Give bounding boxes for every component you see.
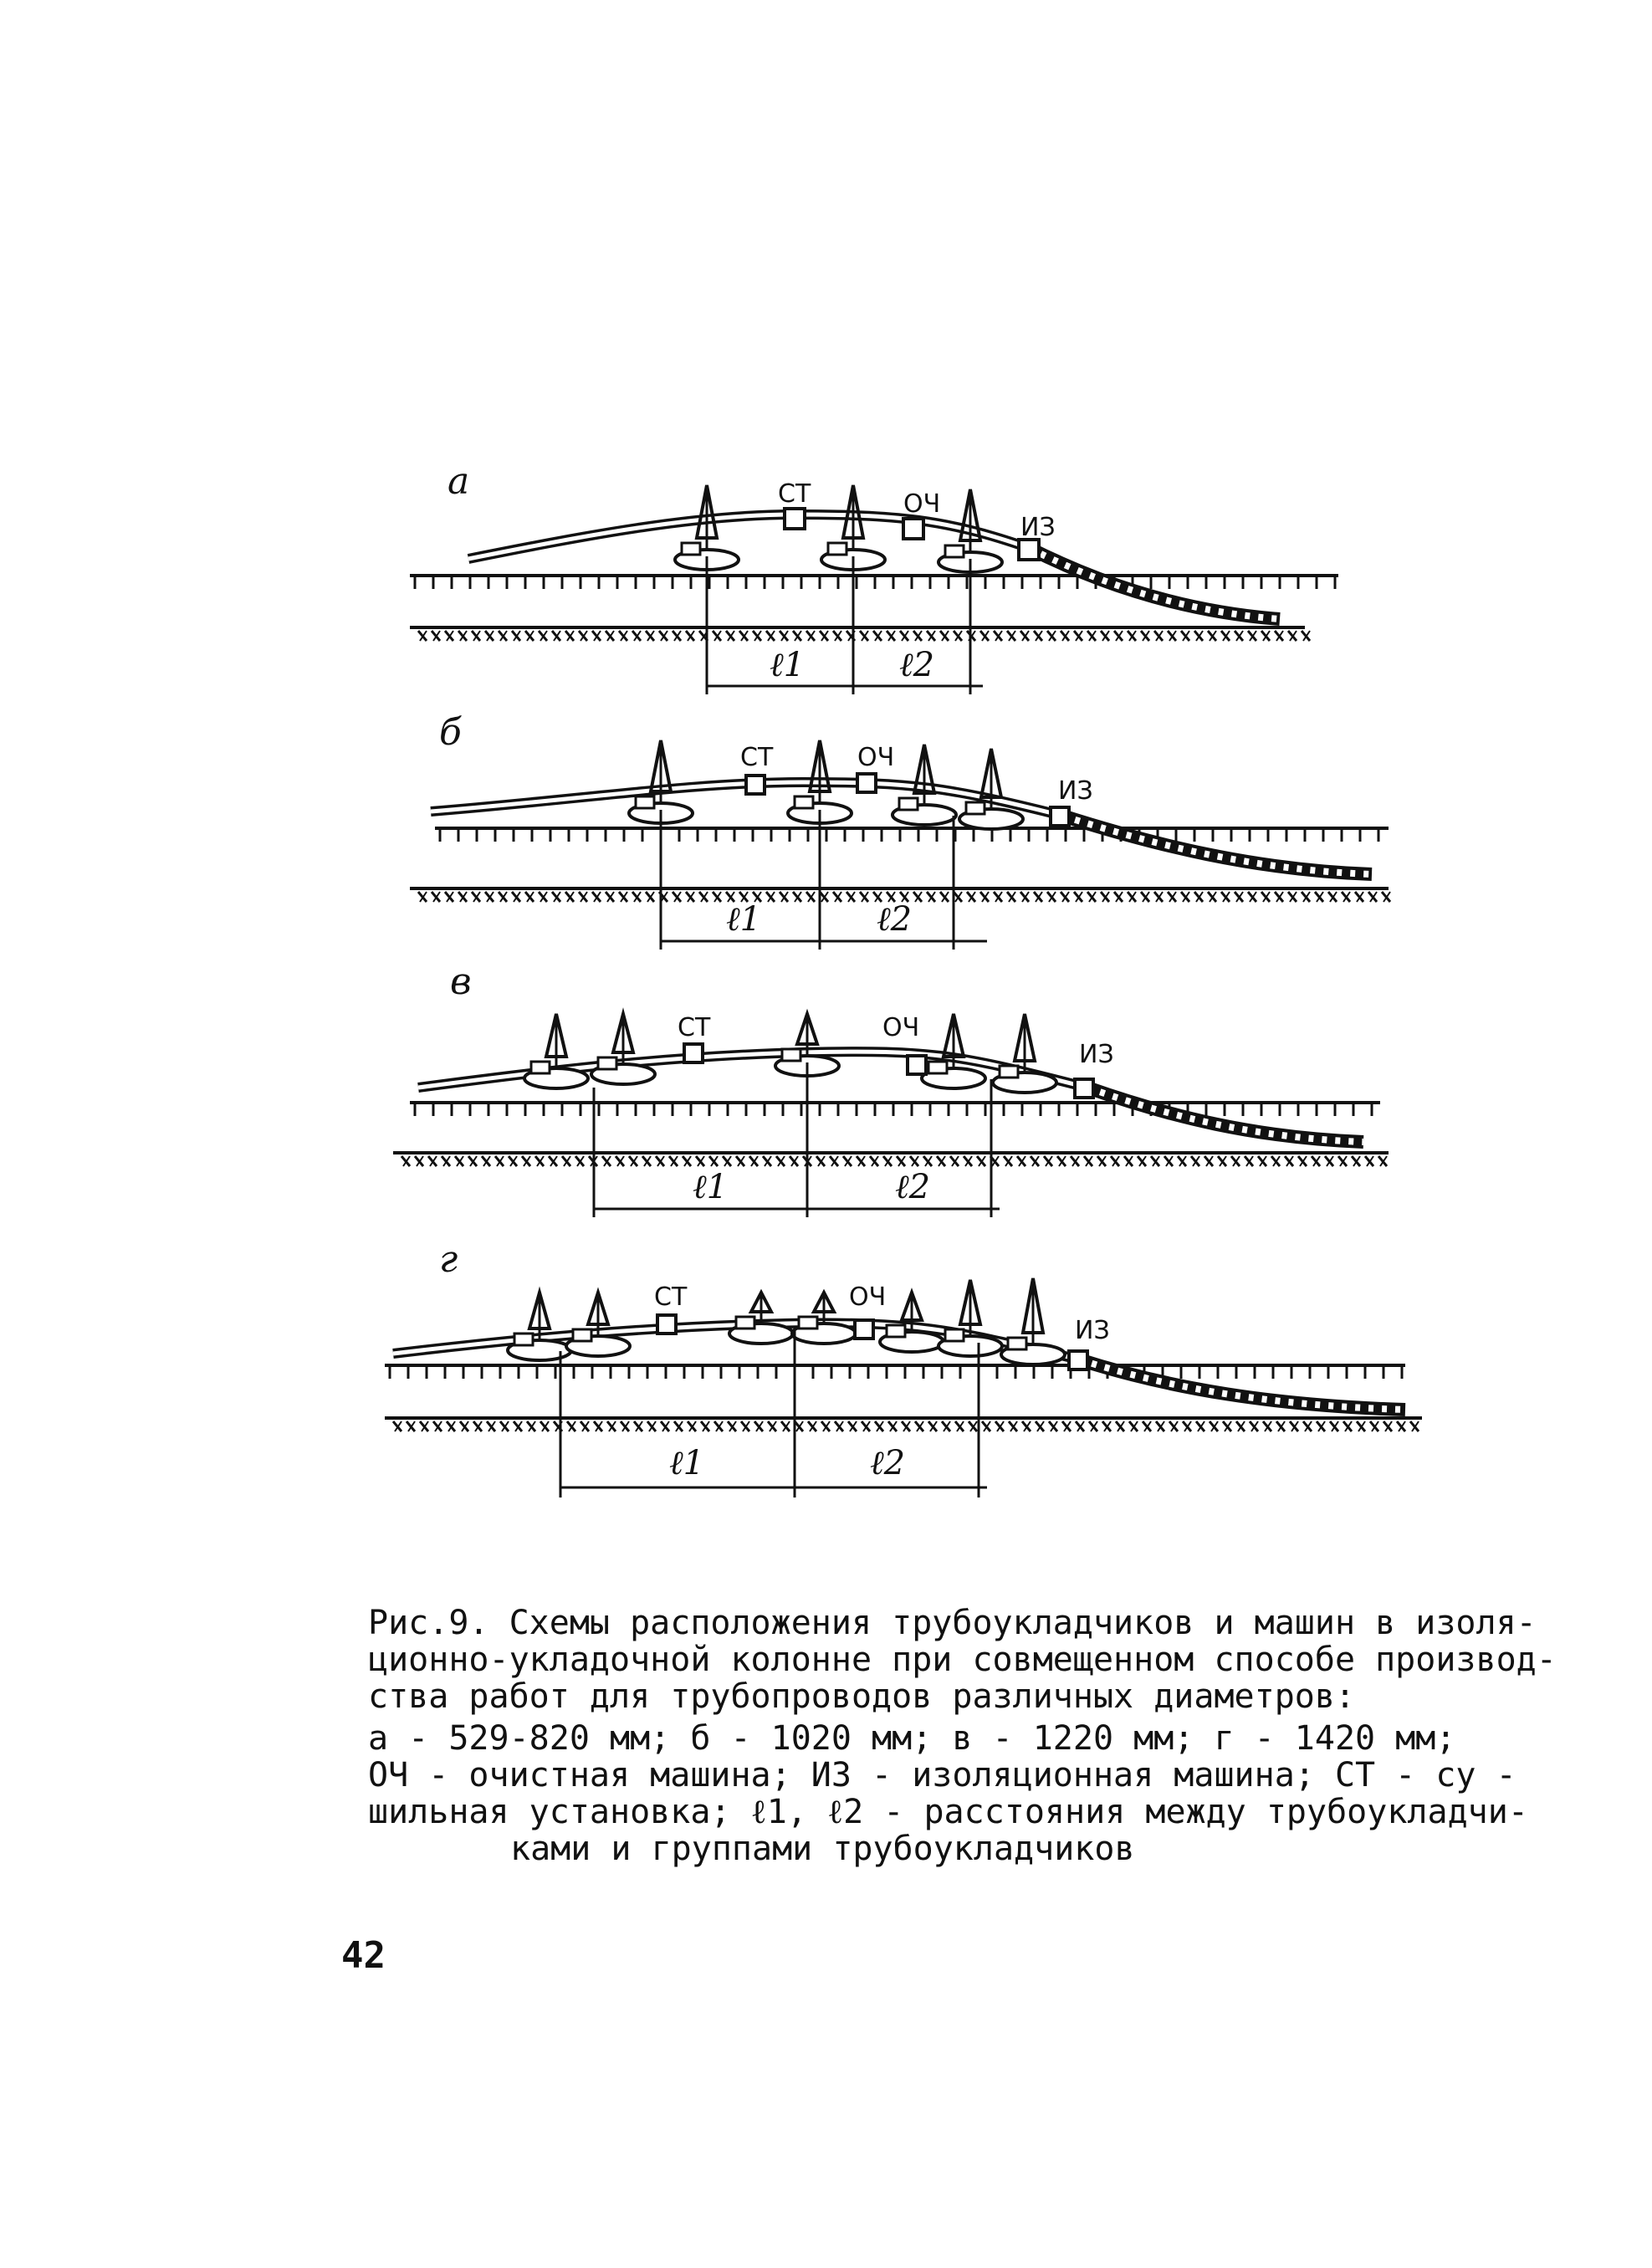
label-st: СТ bbox=[654, 1282, 688, 1312]
pipelayer-icon bbox=[566, 1293, 630, 1356]
caption-line-7: ками и группами трубоукладчиков bbox=[510, 1830, 1135, 1868]
panel-letter: г bbox=[439, 1238, 458, 1281]
dim-l2: ℓ2 bbox=[899, 646, 935, 684]
label-st: СТ bbox=[778, 479, 811, 509]
panel-g bbox=[385, 1238, 1422, 1497]
label-iz: ИЗ bbox=[1075, 1316, 1110, 1345]
label-och: ОЧ bbox=[903, 489, 941, 519]
label-iz: ИЗ bbox=[1020, 513, 1056, 542]
panel-b bbox=[410, 711, 1390, 950]
page-number: 42 bbox=[341, 1934, 386, 1977]
label-och: ОЧ bbox=[882, 1013, 920, 1042]
panel-a bbox=[410, 460, 1338, 694]
panel-v bbox=[393, 960, 1389, 1217]
pipelayer-icon bbox=[1001, 1278, 1065, 1364]
pipelayer-icon bbox=[993, 1014, 1056, 1093]
label-st: СТ bbox=[740, 743, 774, 772]
panel-letter: в bbox=[450, 960, 472, 1003]
caption-line-4: а - 529-820 мм; б - 1020 мм; в - 1220 мм; г - 1420 мм; bbox=[368, 1719, 1456, 1758]
dim-l1: ℓ1 bbox=[726, 900, 762, 939]
caption-line-5: ОЧ - очистная машина; ИЗ - изоляционная машина; СТ - су - bbox=[368, 1756, 1516, 1794]
caption-line-1: Рис.9. Схемы расположения трубоукладчиков и машин в изоля- bbox=[368, 1604, 1537, 1642]
pipelayer-icon bbox=[959, 749, 1023, 829]
pipelayer-icon bbox=[729, 1293, 793, 1344]
label-st: СТ bbox=[678, 1013, 711, 1042]
dim-l2: ℓ2 bbox=[877, 900, 913, 939]
label-och: ОЧ bbox=[849, 1282, 887, 1312]
label-iz: ИЗ bbox=[1058, 776, 1093, 806]
dim-l1: ℓ1 bbox=[693, 1168, 729, 1206]
panel-letter: б bbox=[439, 711, 462, 754]
dim-l1: ℓ1 bbox=[770, 646, 806, 684]
label-iz: ИЗ bbox=[1079, 1040, 1114, 1069]
panel-letter: а bbox=[448, 460, 470, 503]
label-och: ОЧ bbox=[857, 743, 895, 772]
pipelayer-icon bbox=[939, 1280, 1002, 1356]
pipelayer-icon bbox=[524, 1014, 588, 1088]
pipelayer-icon bbox=[792, 1293, 856, 1344]
caption-line-2: ционно-укладочной колонне при совмещенном способе производ- bbox=[368, 1641, 1557, 1679]
dim-l2: ℓ2 bbox=[895, 1168, 931, 1206]
pipelayer-icon bbox=[591, 1014, 655, 1084]
caption-line-6: шильная установка; ℓ1, ℓ2 - расстояния между трубоукладчи- bbox=[368, 1793, 1528, 1831]
dim-l1: ℓ1 bbox=[669, 1444, 705, 1482]
dim-l2: ℓ2 bbox=[870, 1444, 906, 1482]
caption-line-3: ства работ для трубопроводов различных диаметров: bbox=[368, 1677, 1356, 1716]
pipelayer-icon bbox=[508, 1293, 571, 1360]
